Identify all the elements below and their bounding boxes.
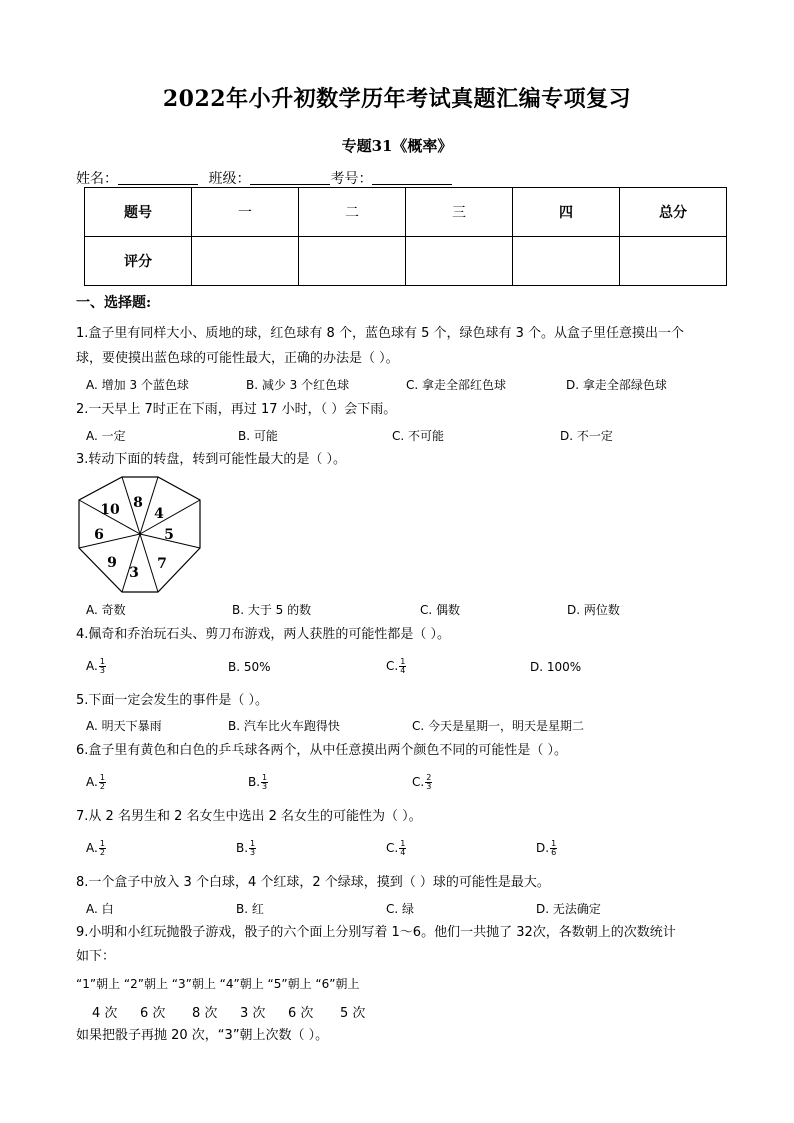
fraction: $\frac{1}{4}$ — [400, 657, 406, 675]
score-cell[interactable] — [406, 237, 513, 286]
score-row-label: 评分 — [85, 237, 192, 286]
q3-option-a[interactable]: A. 奇数 — [86, 603, 126, 617]
score-header-cell: 题号 — [85, 188, 192, 237]
page-subtitle: 专题31《概率》 — [341, 137, 453, 155]
q2-option-a[interactable]: A. 一定 — [86, 429, 126, 443]
fraction: $\frac{2}{3}$ — [426, 773, 432, 791]
fraction: $\frac{1}{3}$ — [262, 773, 268, 791]
option-letter: C. — [386, 841, 399, 855]
score-table — [84, 187, 727, 286]
fraction: $\frac{1}{3}$ — [99, 657, 105, 675]
q5-option-c[interactable]: C. 今天是星期一，明天是星期二 — [412, 719, 585, 733]
q3-option-c[interactable]: C. 偶数 — [420, 603, 461, 617]
q2-option-d[interactable]: D. 不一定 — [560, 429, 613, 443]
question-9-line3: 如果把骰子再抛 20 次，“3”朝上次数（ ）。 — [76, 1028, 329, 1043]
wheel-number: 7 — [157, 556, 167, 572]
question-5: 5.下面一定会发生的事件是（ ）。 — [76, 693, 269, 708]
question-8: 8.一个盒子中放入 3 个白球，4 个红球，2 个绿球，摸到（ ）球的可能性是最大。 — [76, 875, 550, 890]
score-cell[interactable] — [513, 237, 620, 286]
score-cell[interactable] — [192, 237, 299, 286]
score-table-score-row — [85, 237, 727, 286]
q3-option-d[interactable]: D. 两位数 — [567, 603, 620, 617]
dice-count: 3 次 — [240, 1006, 266, 1021]
page-title: 2022年小升初数学历年考试真题汇编专项复习 — [162, 86, 632, 112]
q8-option-b[interactable]: B. 红 — [236, 902, 264, 916]
q3-option-b[interactable]: B. 大于 5 的数 — [232, 603, 312, 617]
q8-option-a[interactable]: A. 白 — [86, 902, 114, 916]
wheel-number: 8 — [133, 495, 143, 511]
spinner-wheel — [78, 476, 202, 594]
score-cell[interactable] — [620, 237, 727, 286]
q7-option-a[interactable] — [86, 840, 106, 857]
q5-option-a[interactable]: A. 明天下暴雨 — [86, 719, 162, 733]
wheel-number: 10 — [100, 502, 120, 518]
number-field[interactable] — [372, 170, 452, 185]
fraction: $\frac{1}{3}$ — [250, 839, 256, 857]
q7-option-c[interactable] — [386, 840, 406, 857]
number-label: 考号： — [330, 171, 373, 187]
wheel-number: 5 — [164, 527, 174, 543]
option-letter: A. — [86, 841, 98, 855]
q1-option-a[interactable]: A. 增加 3 个蓝色球 — [86, 378, 189, 392]
question-1-line2: 球，要使摸出蓝色球的可能性最大，正确的办法是（ ）。 — [76, 351, 399, 366]
score-table-header-row — [85, 188, 727, 237]
dice-faces-row: “1”朝上 “2”朝上 “3”朝上 “4”朝上 “5”朝上 “6”朝上 — [76, 977, 360, 991]
q8-option-d[interactable]: D. 无法确定 — [536, 902, 601, 916]
class-label: 班级： — [208, 171, 251, 187]
question-4: 4.佩奇和乔治玩石头、剪刀布游戏，两人获胜的可能性都是（ ）。 — [76, 627, 451, 642]
wheel-number: 4 — [154, 506, 164, 522]
q6-option-c[interactable] — [412, 774, 432, 791]
question-9-line1: 9.小明和小红玩抛骰子游戏，骰子的六个面上分别写着 1～6。他们一共抛了 32次，各数朝上的次数统计 — [76, 925, 676, 940]
question-6: 6.盒子里有黄色和白色的乒乓球各两个，从中任意摸出两个颜色不同的可能性是（ ）。 — [76, 743, 568, 758]
wheel-number: 3 — [129, 565, 139, 581]
score-header-cell: 一 — [192, 188, 299, 237]
option-letter: B. — [248, 775, 261, 789]
option-letter: C. — [412, 775, 425, 789]
q6-option-a[interactable] — [86, 774, 106, 791]
section-heading: 一、选择题: — [76, 295, 152, 311]
wheel-number: 6 — [94, 527, 104, 543]
q5-option-b[interactable]: B. 汽车比火车跑得快 — [228, 719, 340, 733]
option-letter: C. — [386, 659, 399, 673]
q4-option-b[interactable]: B. 50% — [228, 660, 271, 674]
question-3: 3.转动下面的转盘，转到可能性最大的是（ ）。 — [76, 452, 347, 467]
name-field[interactable] — [118, 170, 198, 185]
option-letter: A. — [86, 659, 98, 673]
score-cell[interactable] — [299, 237, 406, 286]
question-2: 2.一天早上 7时正在下雨，再过 17 小时，（ ）会下雨。 — [76, 402, 397, 417]
dice-count: 5 次 — [340, 1006, 366, 1021]
score-header-cell: 四 — [513, 188, 620, 237]
option-letter: B. — [236, 841, 249, 855]
dice-count: 8 次 — [192, 1006, 218, 1021]
q8-option-c[interactable]: C. 绿 — [386, 902, 415, 916]
question-7: 7.从 2 名男生和 2 名女生中选出 2 名女生的可能性为（ ）。 — [76, 809, 422, 824]
wheel-number: 9 — [107, 555, 117, 571]
question-1-line1: 1.盒子里有同样大小、质地的球，红色球有 8 个，蓝色球有 5 个，绿色球有 3 个。从盒子里任意摸出一个 — [76, 326, 685, 341]
q1-option-d[interactable]: D. 拿走全部绿色球 — [566, 378, 667, 392]
score-header-cell: 三 — [406, 188, 513, 237]
q4-option-c[interactable] — [386, 658, 406, 675]
fraction: $\frac{1}{2}$ — [99, 839, 105, 857]
q1-option-c[interactable]: C. 拿走全部红色球 — [406, 378, 507, 392]
q2-option-c[interactable]: C. 不可能 — [392, 429, 445, 443]
q4-option-d[interactable]: D. 100% — [530, 660, 582, 674]
fraction: $\frac{1}{4}$ — [400, 839, 406, 857]
option-letter: A. — [86, 775, 98, 789]
student-info-line — [76, 168, 452, 188]
fraction: $\frac{1}{6}$ — [551, 839, 557, 857]
option-letter: D. — [536, 841, 550, 855]
q6-option-b[interactable] — [248, 774, 268, 791]
class-field[interactable] — [250, 170, 330, 185]
score-header-cell: 总分 — [620, 188, 727, 237]
q2-option-b[interactable]: B. 可能 — [238, 429, 278, 443]
q7-option-b[interactable] — [236, 840, 256, 857]
name-label: 姓名： — [76, 171, 118, 187]
dice-count: 6 次 — [140, 1006, 166, 1021]
q7-option-d[interactable] — [536, 840, 557, 857]
dice-count: 6 次 — [288, 1006, 314, 1021]
score-header-cell: 二 — [299, 188, 406, 237]
q4-option-a[interactable] — [86, 658, 106, 675]
dice-count: 4 次 — [92, 1006, 118, 1021]
question-9-line2: 如下： — [76, 949, 116, 964]
fraction: $\frac{1}{2}$ — [99, 773, 105, 791]
q1-option-b[interactable]: B. 减少 3 个红色球 — [246, 378, 350, 392]
